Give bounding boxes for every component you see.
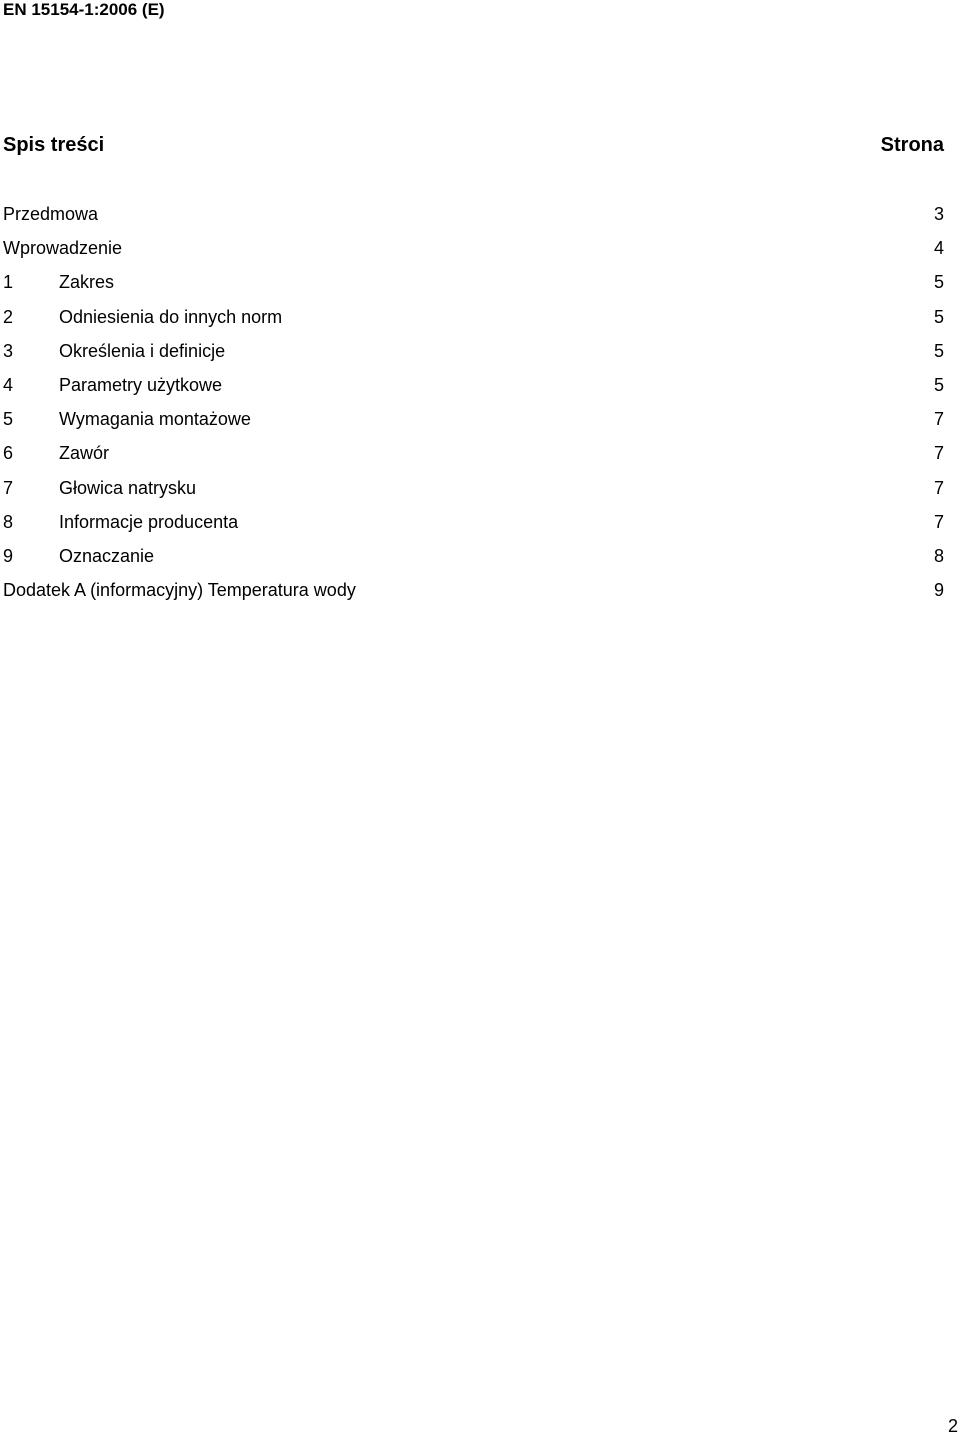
toc-entry[interactable] — [3, 338, 944, 372]
toc-entry-page: 7 — [933, 409, 944, 430]
toc-entry-page: 5 — [933, 306, 944, 327]
toc-entry-title: Oznaczanie — [59, 545, 155, 566]
toc-entry-page: 7 — [933, 477, 944, 498]
toc-entry[interactable] — [3, 201, 944, 235]
toc-entry-page: 5 — [933, 374, 944, 395]
toc-entry-title: Głowica natrysku — [59, 477, 197, 498]
toc-entry-page: 5 — [933, 340, 944, 361]
toc-entry-page: 8 — [933, 545, 944, 566]
toc-entry-title: Parametry użytkowe — [59, 374, 223, 395]
toc-entry[interactable] — [3, 475, 944, 509]
toc-entry-number: 3 — [3, 340, 14, 361]
toc-entry-number: 7 — [3, 477, 14, 498]
toc-entry-page: 3 — [933, 204, 944, 224]
document-id-header: EN 15154-1:2006 (E) — [3, 0, 165, 19]
toc-title: Spis treści — [3, 134, 105, 156]
toc-entry-page: 7 — [933, 443, 944, 464]
toc-entry-page: 7 — [933, 511, 944, 532]
toc-entry[interactable] — [3, 577, 944, 611]
toc-entry-number: 4 — [3, 374, 14, 395]
toc-entry-number: 1 — [3, 272, 14, 293]
toc-page-column-heading: Strona — [880, 134, 944, 156]
toc-entry-title: Zawór — [59, 443, 110, 464]
toc-entry-page: 9 — [933, 580, 944, 601]
toc-heading-row — [3, 132, 944, 158]
toc-entry[interactable] — [3, 406, 944, 440]
toc-list — [3, 201, 944, 611]
toc-entry[interactable] — [3, 509, 944, 543]
page-number: 2 — [947, 1416, 958, 1436]
toc-entry-title: Zakres — [59, 272, 115, 293]
toc-entry-title: Odniesienia do innych norm — [59, 306, 283, 327]
toc-entry-title: Wprowadzenie — [3, 238, 123, 259]
toc-entry-title: Dodatek A (informacyjny) Temperatura wody — [3, 580, 356, 601]
toc-entry-number: 5 — [3, 409, 14, 430]
toc-entry-title: Wymagania montażowe — [59, 409, 251, 430]
toc-entry-title: Określenia i definicje — [59, 340, 226, 361]
toc-entry-number: 2 — [3, 306, 14, 327]
toc-entry-title: Informacje producenta — [59, 511, 239, 532]
toc-entry[interactable] — [3, 304, 944, 338]
toc-entry[interactable] — [3, 543, 944, 577]
toc-entry[interactable] — [3, 235, 944, 269]
toc-entry-page: 5 — [933, 272, 944, 293]
toc-entry-number: 8 — [3, 511, 14, 532]
toc-entry[interactable] — [3, 440, 944, 474]
toc-entry-number: 6 — [3, 443, 14, 464]
toc-entry[interactable] — [3, 372, 944, 406]
toc-entry-title: Przedmowa — [3, 204, 99, 224]
toc-entry-page: 4 — [933, 238, 944, 259]
toc-entry[interactable] — [3, 269, 944, 303]
toc-entry-number: 9 — [3, 545, 14, 566]
